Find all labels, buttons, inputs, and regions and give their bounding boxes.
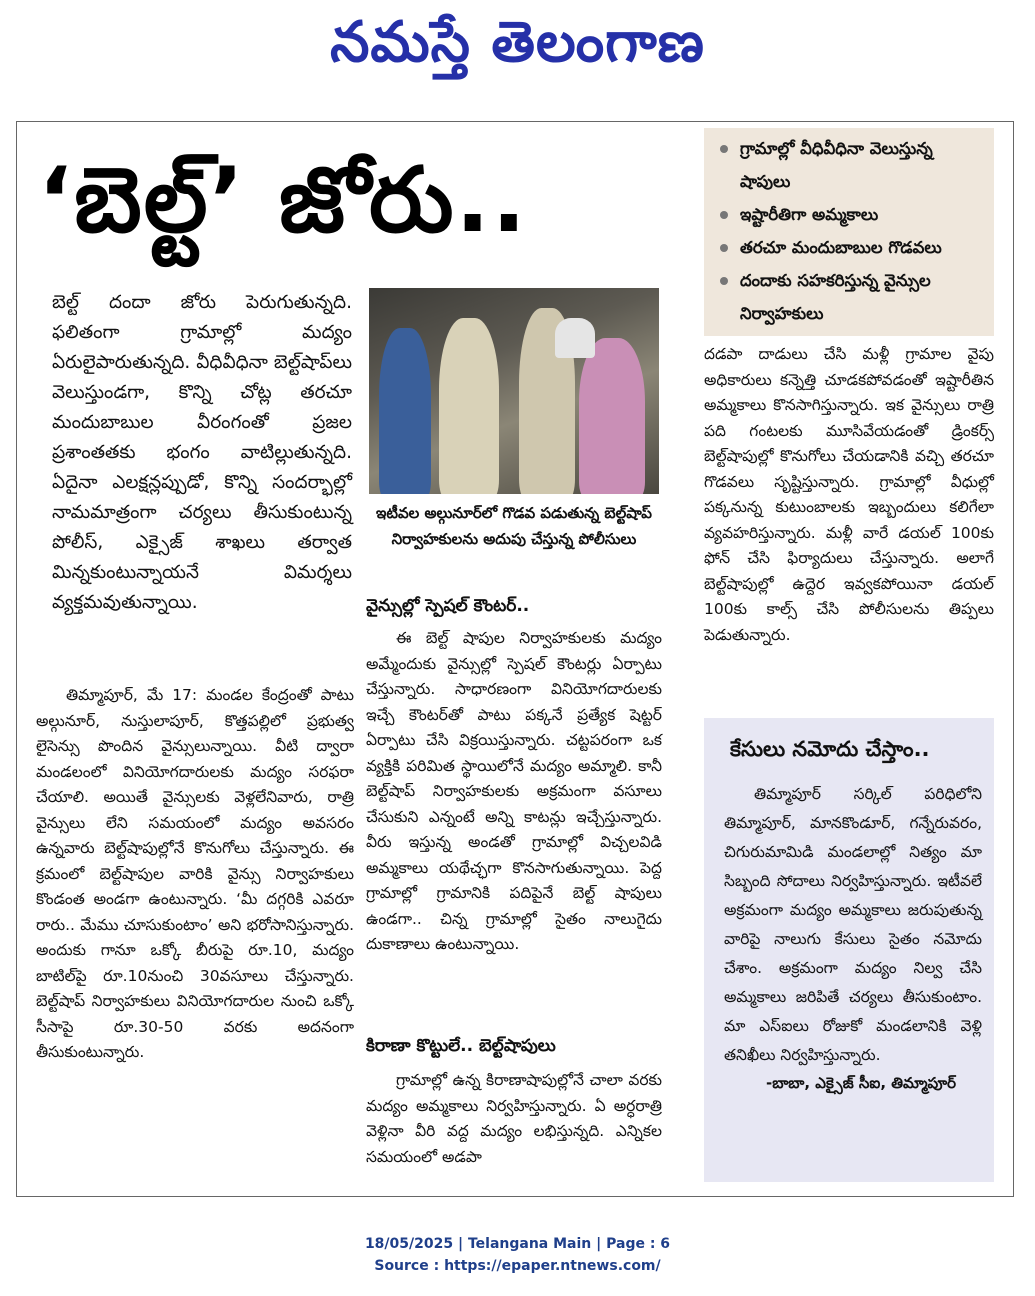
quote-box bbox=[704, 718, 994, 1182]
highlight-item: గ్రామాల్లో వీధివీధినా వెలుస్తున్న షాపులు bbox=[740, 132, 984, 198]
column-3-paragraph: దడపా దాడులు చేసి మళ్లీ గ్రామాల వైపు అధికారులు కన్నెత్తి చూడకపోవడంతో ఇష్టారీతిన అమ్మకాలు కొనసాగిస్తున్నారు. ఇక వైన్సులు రాత్రి పది గంటలకు మూసివేయడంతో డ్రింకర్స్ బెల్ట్‌షాపుల్లో కొనుగోలు చేయడానికి వచ్చి తరచూ గొడవలు సృష్టిస్తున్నారు. గ్రామాల్లో వీధుల్లో పక్కనున్న కుటుంబాలకు ఇబ్బందులు కలిగేలా వ్యవహరిస్తున్నారు. మళ్లీ వారే డయల్ 100కు ఫోన్ చేసి ఫిర్యాదులు చేస్తున్నారు. అలాగే బెల్ట్‌షాపుల్లో ఉద్దెర ఇవ్వకపోయినా డయల్ 100కు కాల్స్ చేసి పోలీసులను తిప్పలు పెడుతున్నారు. bbox=[704, 345, 994, 644]
article-intro: బెల్ట్ దందా జోరు పెరుగుతున్నది. ఫలితంగా గ్రామాల్లో మద్యం ఏరులైపారుతున్నది. వీధివీధినా బెల్ట్‌షాప్‌లు వెలుస్తుండగా, కొన్ని చోట్ల తరచూ మందుబాబుల వీరంగంతో ప్రజల ప్రశాంతతకు భంగం వాటిల్లుతున్నది. ఏదైనా ఎలక్షన్లప్పుడో, కొన్ని సందర్భాల్లో నామమాత్రంగా చర్యలు తీసుకుంటున్న పోలీస్, ఎక్సైజ్ శాఖలు తర్వాత మిన్నకుంటున్నాయనే విమర్శలు వ్యక్తమవుతున్నాయి. bbox=[52, 292, 352, 613]
masthead-logo: నమస్తే తెలంగాణ bbox=[330, 10, 705, 75]
column-2-paragraph-2: గ్రామాల్లో ఉన్న కిరాణాషాపుల్లోనే చాలా వరకు మద్యం అమ్మకాలు నిర్వహిస్తున్నారు. ఏ అర్ధరాత్రి వెళ్లినా వీరి వద్ద మద్యం లభిస్తున్నది. ఎన్నికల సమయంలో అడపా bbox=[366, 1071, 662, 1166]
column-3-body bbox=[704, 342, 994, 652]
column-2-body-bottom bbox=[366, 1068, 662, 1174]
column-2-paragraph-1: ఈ బెల్ట్ షాపుల నిర్వాహకులకు మద్యం అమ్మేందుకు వైన్సుల్లో స్పెషల్ కౌంటర్లు ఏర్పాటు చేస్తున్నారు. సాధారణంగా వినియోగదారులకు ఇచ్చే కౌంటర్‌తో పాటు పక్కనే ప్రత్యేక షెట్టర్ ఏర్పాటు చేసి విక్రయిస్తున్నారు. చట్టపరంగా ఒక వ్యక్తికి పరిమిత స్థాయిలోనే మద్యం అమ్మాలి. కానీ బెల్ట్‌షాప్ నిర్వాహకులకు అక్రమంగా వసూలు చేసుకుని ఎన్నంటే అన్ని కాటన్లు ఇచ్చేస్తున్నారు. వీరు ఇస్తున్న అండతో గ్రామాల్లో విచ్చలవిడి అమ్మకాలు యథేచ్ఛగా కొనసాగుతున్నాయి. పెద్ద గ్రామాల్లో గ్రామానికి పదిపైనే బెల్ట్ షాపులు ఉండగా.. చిన్న గ్రామాల్లో సైతం నాలుగైదు దుకాణాలు ఉంటున్నాయి. bbox=[366, 629, 662, 953]
column-1-paragraph: తిమ్మాపూర్, మే 17: మండల కేంద్రంతో పాటు అల్గునూర్, నుస్తులాపూర్, కొత్తపల్లిలో ప్రభుత్వ లైసెన్సు పొందిన వైన్సులున్నాయి. వీటి ద్వారా మండలంలో వినియోగదారులకు మద్యం సరఫరా చేయాలి. అయితే వైన్సులకు వెళ్లలేనివారు, రాత్రి వైన్సులు లేని సమయంలో మద్యం అవసరం ఉన్నవారు బెల్ట్‌షాపుల్లోనే కొనుగోలు చేస్తున్నారు. ఈ క్రమంలో బెల్ట్‌షాపుల వారికి వైన్సు నిర్వాహకులు కొండంత అండగా ఉంటున్నారు. ‘మీ దగ్గరికి ఎవరూ రారు.. మేము చూసుకుంటాం’ అని భరోసానిస్తున్నారు. అందుకు గానూ ఒక్కో బీరుపై రూ.10, మద్యం బాటిల్‌పై రూ.10నుంచి 30వసూలు చేస్తున్నారు. బెల్ట్‌షాప్ నిర్వాహకులు వినియోగదారుల నుంచి ఒక్కో సీసాపై రూ.30-50 వరకు అదనంగా తీసుకుంటున్నారు. bbox=[36, 686, 354, 1061]
subhead-kirana-shops: కిరాణా కొట్టులే.. బెల్ట్‌షాపులు bbox=[366, 1036, 556, 1056]
photo-caption: ఇటీవల అల్గునూర్‌లో గొడవ పడుతున్న బెల్ట్‌షాప్ నిర్వాహకులను అదుపు చేస్తున్న పోలీసులు bbox=[376, 504, 652, 548]
column-1-body bbox=[36, 683, 354, 1070]
article-headline: ‘బెల్ట్’ జోరు.. bbox=[38, 148, 528, 253]
quote-heading: కేసులు నమోదు చేస్తాం.. bbox=[730, 737, 930, 761]
subhead-special-counter: వైన్సుల్లో స్పెషల్ కౌంటర్.. bbox=[366, 596, 530, 616]
footer-source-line: Source : https://epaper.ntnews.com/ bbox=[374, 1258, 661, 1274]
article-photo bbox=[369, 288, 659, 494]
quote-signature: -బాబా, ఎక్సైజ్ సీఐ, తిమ్మాపూర్ bbox=[765, 1074, 956, 1092]
footer-date-line: 18/05/2025 | Telangana Main | Page : 6 bbox=[364, 1236, 671, 1252]
column-2-body-top bbox=[366, 626, 662, 962]
quote-text: తిమ్మాపూర్ సర్కిల్ పరిధిలోని తిమ్మాపూర్, మానకొండూర్, గన్నేరువరం, చిగురుమామిడి మండలాల్లో నిత్యం మా సిబ్బంది సోదాలు నిర్వహిస్తున్నారు. ఇటీవలే అక్రమంగా మద్యం అమ్మకాలు జరుపుతున్న వారిపై నాలుగు కేసులు సైతం నమోదు చేశాం. అక్రమంగా మద్యం నిల్వ చేసి అమ్మకాలు జరిపితే చర్యలు తీసుకుంటాం. మా ఎస్‌ఐలు రోజుకో మండలానికి వెళ్లి తనిఖీలు నిర్వహిస్తున్నారు. bbox=[724, 785, 982, 1064]
highlights-box bbox=[704, 128, 994, 336]
highlight-item: ఇష్టారీతిగా అమ్మకాలు bbox=[740, 198, 984, 231]
highlight-item: తరచూ మందుబాబుల గొడవలు bbox=[740, 231, 984, 264]
highlight-item: దందాకు సహకరిస్తున్న వైన్సుల నిర్వాహకులు bbox=[740, 264, 984, 330]
